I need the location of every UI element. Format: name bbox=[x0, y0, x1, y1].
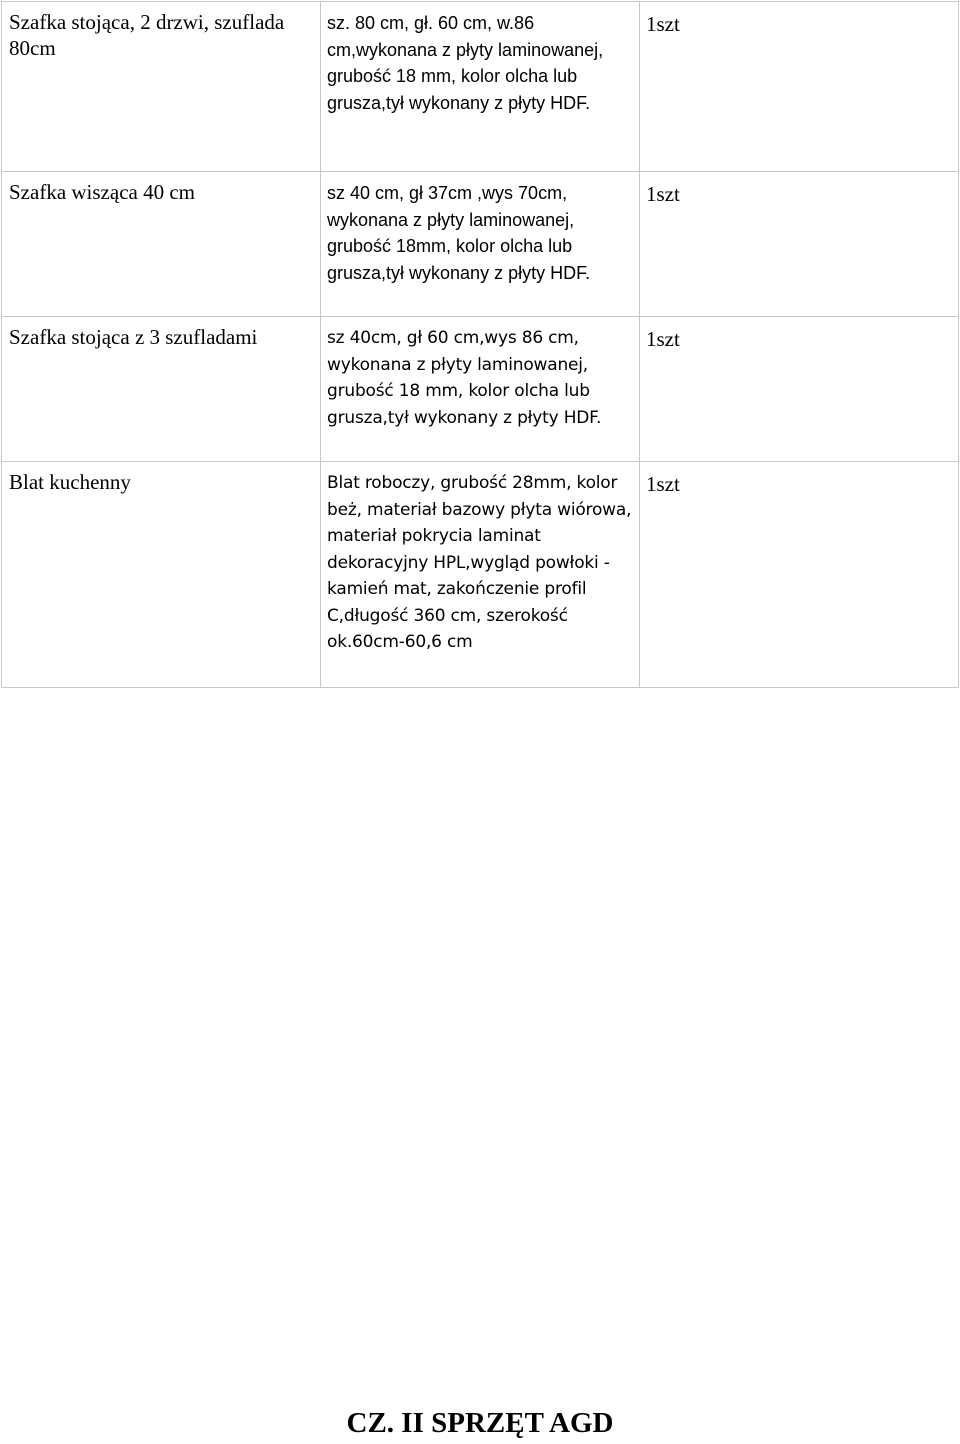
table-row bbox=[2, 462, 959, 688]
item-quantity: 1szt bbox=[646, 12, 680, 36]
item-name-cell bbox=[2, 172, 321, 317]
product-spec-table bbox=[1, 1, 959, 688]
item-description: sz 40 cm, gł 37cm ,wys 70cm, wykonana z płyty laminowanej, grubość 18mm, kolor olcha lub grusza,tył wykonany z płyty HDF. bbox=[327, 183, 591, 283]
section-heading: CZ. II SPRZĘT AGD bbox=[346, 1407, 614, 1439]
item-quantity: 1szt bbox=[646, 472, 680, 496]
item-name: Szafka stojąca, 2 drzwi, szuflada 80cm bbox=[9, 10, 285, 60]
item-name-cell bbox=[2, 462, 321, 688]
item-description: Blat roboczy, grubość 28mm, kolor beż, materiał bazowy płyta wiórowa, materiał pokrycia laminat dekoracyjny HPL,wygląd powłoki - kamień mat, zakończenie profil C,długość 360 cm, szerokość ok.60cm-60,6 cm bbox=[327, 473, 632, 652]
table-row bbox=[2, 2, 959, 172]
item-quantity-cell bbox=[640, 462, 959, 688]
item-quantity: 1szt bbox=[646, 327, 680, 351]
table-row bbox=[2, 172, 959, 317]
item-description-cell bbox=[321, 172, 640, 317]
item-quantity-cell bbox=[640, 2, 959, 172]
item-quantity-cell bbox=[640, 317, 959, 462]
item-name: Blat kuchenny bbox=[9, 470, 131, 494]
item-quantity-cell bbox=[640, 172, 959, 317]
item-name: Szafka stojąca z 3 szufladami bbox=[9, 325, 258, 349]
item-description-cell bbox=[321, 462, 640, 688]
item-description: sz 40cm, gł 60 cm,wys 86 cm, wykonana z płyty laminowanej, grubość 18 mm, kolor olcha lub grusza,tył wykonany z płyty HDF. bbox=[327, 328, 602, 428]
item-description-cell bbox=[321, 317, 640, 462]
table-row bbox=[2, 317, 959, 462]
item-description-cell bbox=[321, 2, 640, 172]
item-description: sz. 80 cm, gł. 60 cm, w.86 cm,wykonana z płyty laminowanej, grubość 18 mm, kolor olcha lub grusza,tył wykonany z płyty HDF. bbox=[327, 13, 604, 113]
item-name: Szafka wisząca 40 cm bbox=[9, 180, 195, 204]
item-quantity: 1szt bbox=[646, 182, 680, 206]
item-name-cell bbox=[2, 2, 321, 172]
item-name-cell bbox=[2, 317, 321, 462]
